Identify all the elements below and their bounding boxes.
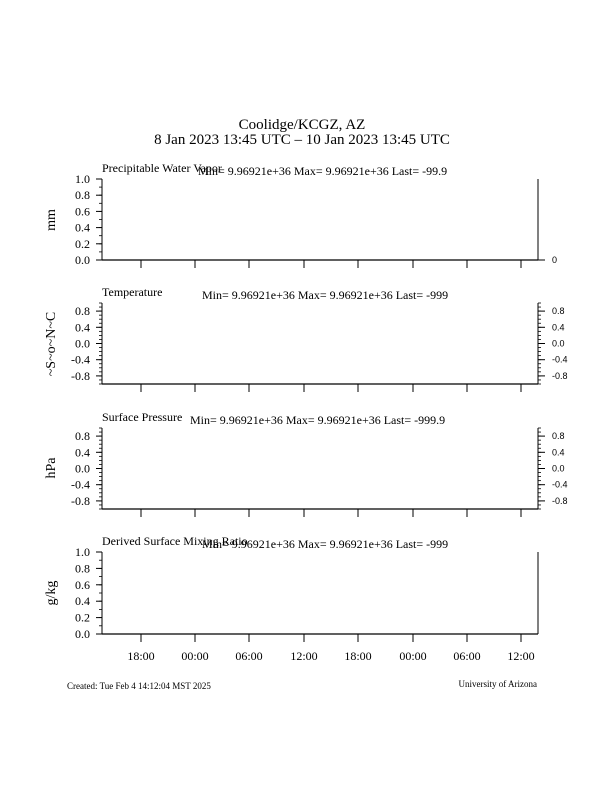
- time-period-title: 8 Jan 2023 13:45 UTC – 10 Jan 2023 13:45 UTC: [154, 132, 450, 148]
- x-tick-label: 06:00: [235, 649, 263, 663]
- y-tick-label: 0.4: [75, 594, 90, 609]
- chart-panel: [44, 410, 568, 517]
- y-tick-label: 0.6: [75, 204, 90, 219]
- panel-title: Precipitable Water Vapor: [102, 161, 222, 175]
- right-tick-label: 0: [552, 255, 558, 265]
- y-tick-label: 0.0: [75, 627, 90, 641]
- x-tick-label: 12:00: [290, 649, 318, 663]
- y-tick-label: 1.0: [75, 172, 90, 186]
- y-tick-label: 0.2: [75, 236, 90, 251]
- y-tick-label: -0.4: [71, 477, 90, 492]
- chart-panels: [44, 161, 568, 642]
- y-tick-label: 0.0: [75, 336, 90, 351]
- y-tick-label: 1.0: [75, 545, 90, 559]
- panel-stats: Min= 9.96921e+36 Max= 9.96921e+36 Last= -999.9: [190, 413, 446, 427]
- y-tick-label: 0.8: [75, 304, 90, 319]
- y-axis-label: g/kg: [44, 580, 59, 606]
- x-tick-label: 18:00: [127, 649, 155, 663]
- right-tick-label: -0.8: [552, 495, 568, 506]
- chart-panel: [44, 534, 538, 642]
- y-tick-label: 0.8: [75, 429, 90, 444]
- y-tick-label: -0.8: [71, 493, 90, 508]
- created-timestamp: Created: Tue Feb 4 14:12:04 MST 2025: [67, 681, 211, 691]
- panel-stats: Min= 9.96921e+36 Max= 9.96921e+36 Last= -999: [202, 288, 449, 302]
- x-tick-label: 06:00: [453, 649, 481, 663]
- right-tick-label: 0.8: [552, 431, 565, 442]
- chart-panel: [44, 161, 557, 268]
- y-tick-label: -0.4: [71, 352, 90, 367]
- y-tick-label: 0.0: [75, 253, 90, 267]
- y-tick-label: 0.8: [75, 188, 90, 203]
- y-axis-label: hPa: [44, 457, 59, 479]
- chart-panel: [44, 285, 568, 392]
- y-tick-label: 0.4: [75, 220, 90, 235]
- y-tick-label: 0.2: [75, 610, 90, 625]
- panel-title: Derived Surface Mixing Ratio: [102, 534, 248, 548]
- right-tick-label: 0.0: [552, 463, 565, 474]
- y-tick-label: 0.6: [75, 577, 90, 592]
- x-tick-label: 00:00: [181, 649, 209, 663]
- y-tick-label: -0.8: [71, 368, 90, 383]
- right-tick-label: -0.8: [552, 370, 568, 381]
- x-tick-label: 12:00: [507, 649, 535, 663]
- y-tick-label: 0.4: [75, 320, 90, 335]
- right-tick-label: -0.4: [552, 479, 568, 490]
- panel-stats: Min= 9.96921e+36 Max= 9.96921e+36 Last= -99.9: [198, 164, 448, 178]
- x-tick-label: 18:00: [344, 649, 372, 663]
- right-tick-label: 0.4: [552, 447, 565, 458]
- station-title: Coolidge/KCGZ, AZ: [238, 117, 366, 133]
- y-tick-label: 0.8: [75, 561, 90, 576]
- panel-title: Temperature: [102, 285, 163, 299]
- y-axis-label: mm: [44, 209, 59, 231]
- y-tick-label: 0.4: [75, 445, 90, 460]
- right-tick-label: -0.4: [552, 354, 568, 365]
- x-axis-tick-labels: [127, 649, 534, 663]
- panel-stats: Min= 9.96921e+36 Max= 9.96921e+36 Last= -999: [202, 537, 449, 551]
- credit-label: University of Arizona: [458, 679, 537, 689]
- y-tick-label: 0.0: [75, 461, 90, 476]
- x-tick-label: 00:00: [399, 649, 427, 663]
- right-tick-label: 0.4: [552, 322, 565, 333]
- right-tick-label: 0.8: [552, 306, 565, 317]
- panel-title: Surface Pressure: [102, 410, 183, 424]
- y-axis-label: ~S~o~N~C: [44, 311, 59, 377]
- right-tick-label: 0.0: [552, 338, 565, 349]
